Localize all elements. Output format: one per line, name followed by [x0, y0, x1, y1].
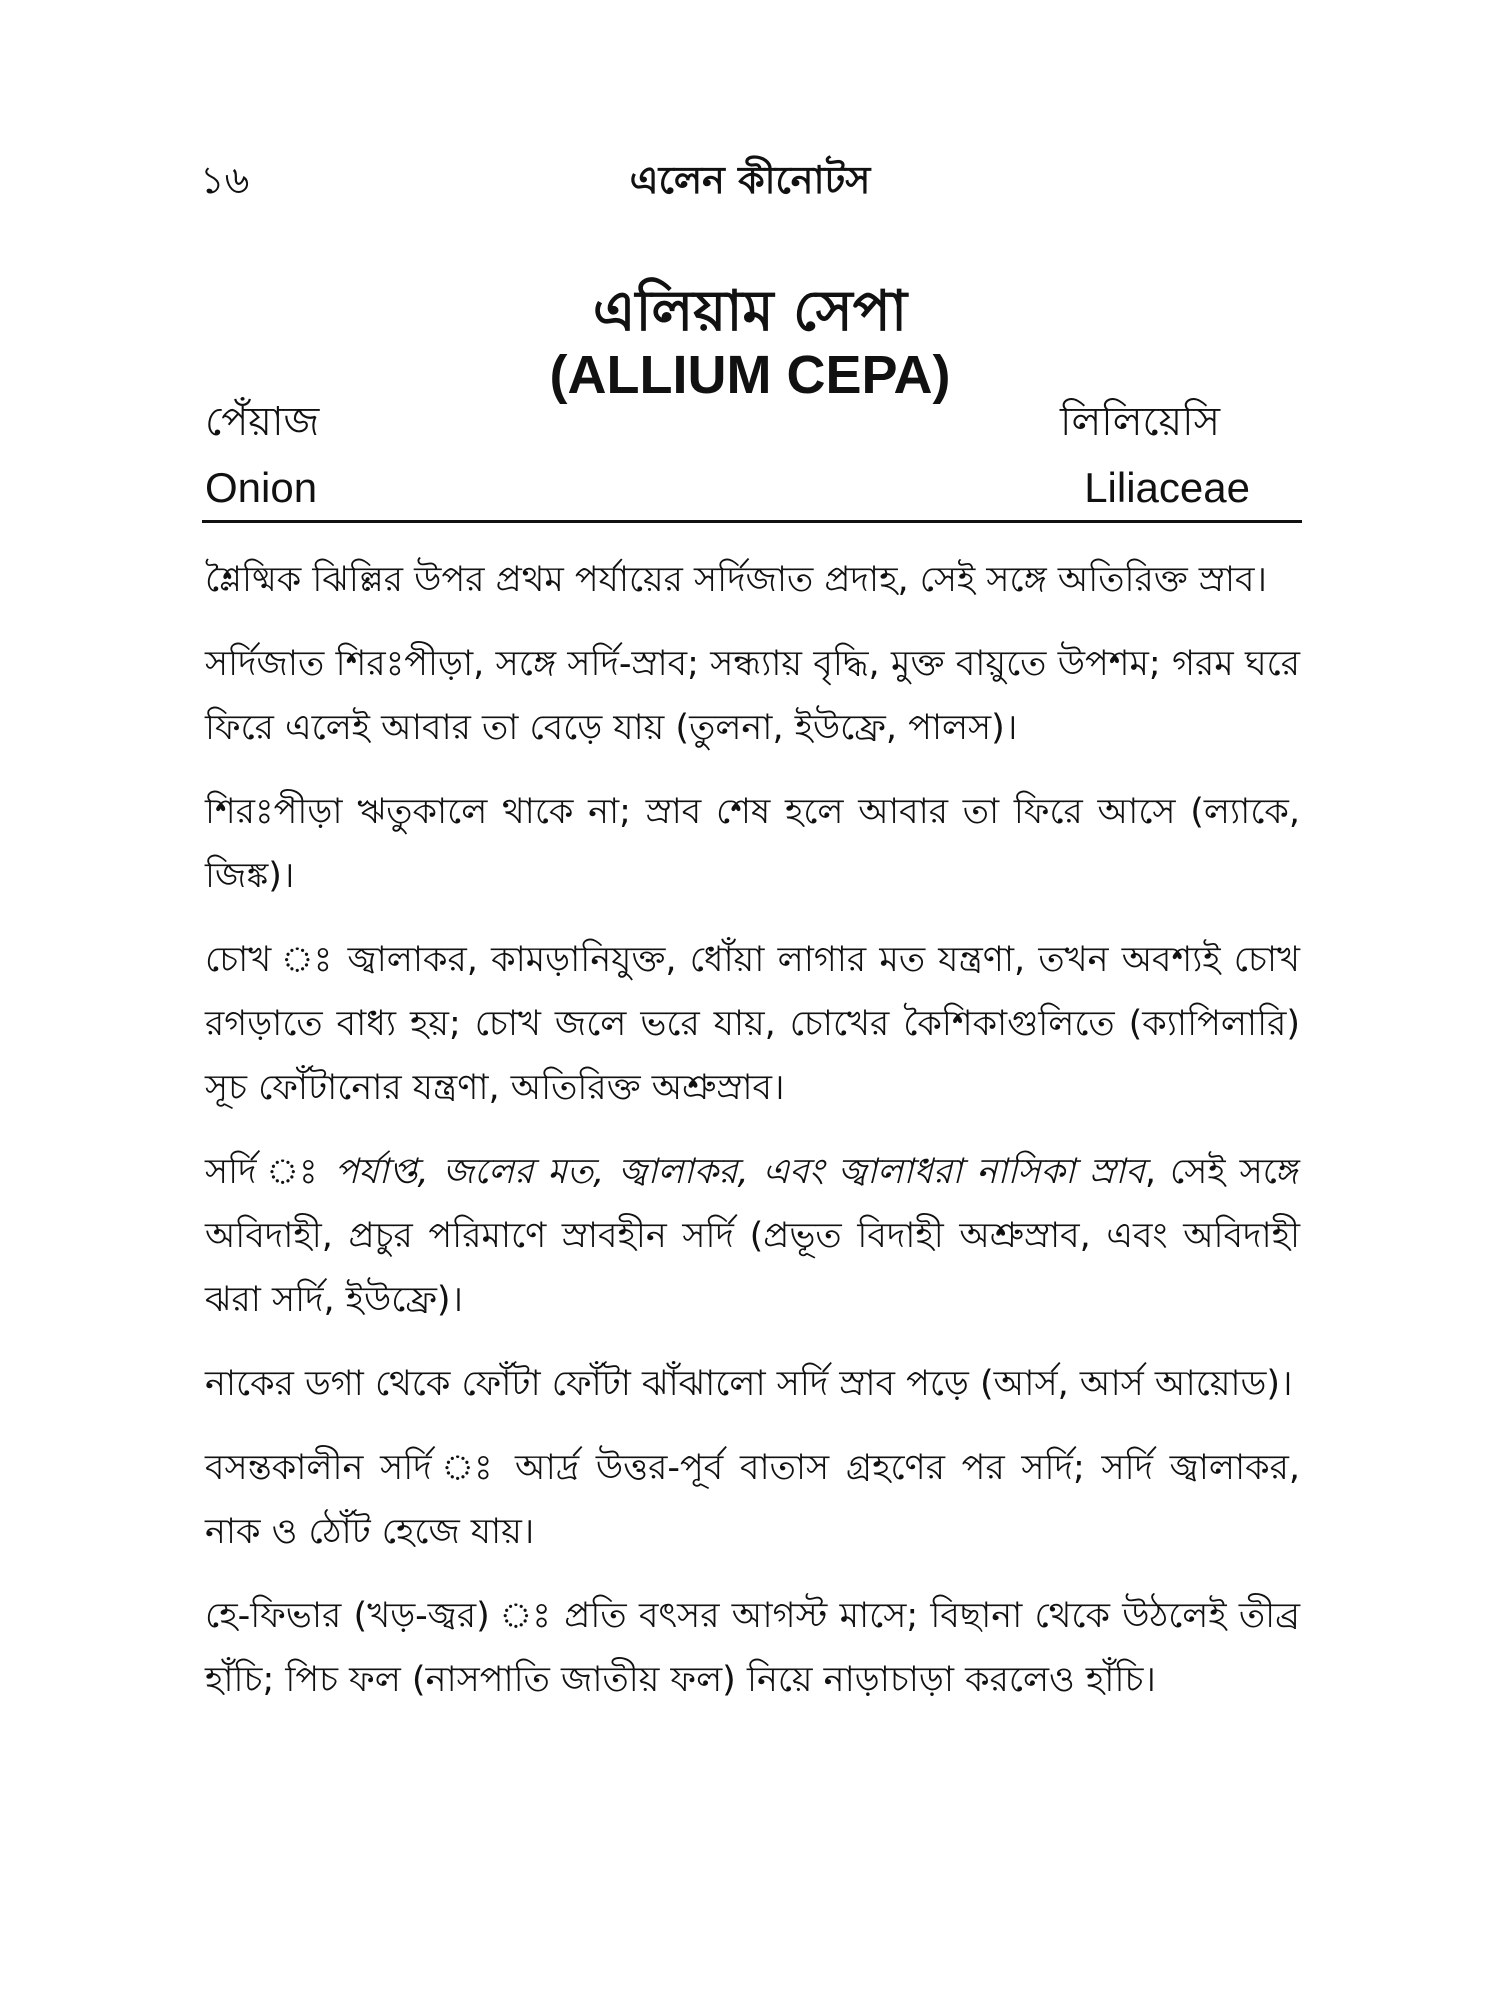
- paragraph-nose-drip: নাকের ডগা থেকে ফোঁটা ফোঁটা ঝাঁঝালো সর্দি স্রাব পড়ে (আর্স, আর্স আয়োড)।: [205, 1364, 1293, 1404]
- paragraph-headache-menses: শিরঃপীড়া ঋতুকালে থাকে না; স্রাব শেষ হলে আবার তা ফিরে আসে (ল্যাকে, জিঙ্ক)।: [205, 792, 1300, 896]
- coryza-rest-text: , সেই সঙ্গে অবিদাহী, প্রচুর পরিমাণে স্রাবহীন সর্দি (প্রভূত বিদাহী অশ্রুস্রাব, এবং অবিদাহী ঝরা সর্দি, ইউফ্রে)।: [205, 1152, 1300, 1320]
- remedy-title-bengali: এলিয়াম সেপা: [592, 279, 908, 344]
- common-name-english: Onion: [205, 464, 318, 511]
- paragraph-headache: সর্দিজাত শিরঃপীড়া, সঙ্গে সর্দি-স্রাব; সন্ধ্যায় বৃদ্ধি, মুক্ত বায়ুতে উপশম; গরম ঘরে ফিরে এলেই আবার তা বেড়ে যায় (তুলনা, ইউফ্রে, পালস)।: [205, 644, 1300, 748]
- running-header: [200, 150, 1300, 210]
- family-name-english: Liliaceae: [1084, 464, 1250, 511]
- paragraph-hay-fever: হে-ফিভার (খড়-জ্বর) ঃ প্রতি বৎসর আগস্ট মাসে; বিছানা থেকে উঠলেই তীব্র হাঁচি; পিচ ফল (নাসপাতি জাতীয় ফল) নিয়ে নাড়াচাড়া করলেও হাঁচি।: [205, 1596, 1300, 1700]
- body-text: [205, 548, 1300, 1732]
- header-divider: [202, 520, 1302, 523]
- coryza-italic-text: পর্যাপ্ত, জলের মত, জ্বালাকর, এবং জ্বালাধরা নাসিকা স্রাব: [334, 1152, 1145, 1192]
- remedy-title-english: (ALLIUM CEPA): [549, 345, 951, 405]
- paragraph-eyes: চোখ ঃ জ্বালাকর, কামড়ানিযুক্ত, ধোঁয়া লাগার মত যন্ত্রণা, তখন অবশ্যই চোখ রগড়াতে বাধ্য হয়; চোখ জলে ভরে যায়, চোখের কৈশিকাগুলিতে (ক্যাপিলারি) সূচ ফোঁটানোর যন্ত্রণা, অতিরিক্ত অশ্রুস্রাব।: [205, 940, 1300, 1108]
- family-name-bengali: লিলিয়েসি: [1060, 399, 1220, 445]
- paragraph-spring-coryza: বসন্তকালীন সর্দি ঃ আর্দ্র উত্তর-পূর্ব বাতাস গ্রহণের পর সর্দি; সর্দি জ্বালাকর, নাক ও ঠোঁট হেজে যায়।: [205, 1448, 1300, 1552]
- running-title: এলেন কীনোটস: [629, 158, 871, 202]
- paragraph-mucous-membrane: শ্লৈষ্মিক ঝিল্লির উপর প্রথম পর্যায়ের সর্দিজাত প্রদাহ, সেই সঙ্গে অতিরিক্ত স্রাব।: [205, 560, 1267, 600]
- coryza-label: সর্দি ঃ: [205, 1152, 335, 1192]
- page-number: ১৬: [200, 158, 250, 202]
- paragraph-coryza: [205, 1140, 1300, 1332]
- common-name-bengali: পেঁয়াজ: [205, 399, 320, 445]
